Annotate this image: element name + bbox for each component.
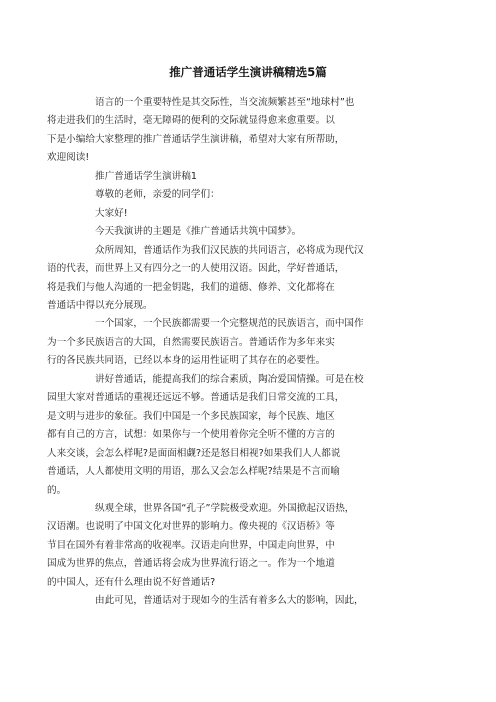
paragraph-line: 大家好! (95, 207, 128, 219)
paragraph-line: 尊敬的老师，亲爱的同学们： (95, 189, 220, 201)
document-body (47, 94, 427, 611)
paragraph-line: 纵观全球，世界各国“孔子”学院极受欢迎。外国掀起汉语热， (95, 502, 355, 514)
paragraph-line: 节目在国外有着非常高的收视率。汉语走向世界，中国走向世界，中 (47, 539, 335, 551)
paragraph-line: 推广普通话学生演讲稿1 (95, 170, 198, 182)
paragraph-line: 为一个多民族语言的大国，自然需要民族语言。普通话作为多年来实 (47, 336, 335, 348)
paragraph-line: 的中国人，还有什么理由说不好普通话? (47, 576, 216, 588)
paragraph (47, 242, 427, 316)
paragraph (71, 205, 427, 223)
paragraph-line: 人来交谈，会怎么样呢?是面面相觑?还是怒目相视?如果我们人人都说 (47, 447, 341, 459)
paragraph-line: 将走进我们的生活时，毫无障碍的便利的交际就显得愈来愈重要。以 (47, 115, 335, 127)
paragraph (71, 186, 427, 204)
paragraph-line: 都有自己的方言，试想：如果你与一个使用着你完全听不懂的方言的 (47, 429, 335, 441)
paragraph (47, 371, 427, 500)
paragraph-line: 下是小编给大家整理的推广普通话学生演讲稿，希望对大家有所帮助， (47, 133, 345, 145)
paragraph-line: 众所周知，普通话作为我们汉民族的共同语言，必将成为现代汉 (95, 244, 364, 256)
paragraph (47, 94, 427, 168)
paragraph-line: 行的各民族共同语，已经以本身的运用性证明了其存在的必要性。 (47, 355, 326, 367)
paragraph-line: 普通话，人人都使用文明的用语，那么又会怎么样呢?结果是不言而喻 (47, 466, 340, 478)
document-title: 推广普通话学生演讲稿精选5篇 (169, 65, 327, 79)
paragraph-line: 一个国家，一个民族都需要一个完整规范的民族语言，而中国作 (95, 318, 364, 330)
paragraph-line: 园里大家对普通话的重视还远远不够。普通话是我们日常交流的工具， (47, 392, 345, 404)
paragraph (47, 500, 427, 592)
paragraph-line: 讲好普通话，能提高我们的综合素质，陶冶爱国情操。可是在校 (95, 373, 364, 385)
paragraph-line: 今天我演讲的主题是《推广普通话共筑中国梦》。 (95, 226, 302, 238)
paragraph-line: 普通话中得以充分展现。 (47, 299, 153, 311)
paragraph-line: 的。 (47, 484, 67, 496)
paragraph-line: 语言的一个重要特性是其交际性，当交流频繁甚至“地球村”也 (95, 97, 355, 108)
paragraph-line: 国成为世界的焦点，普通话将会成为世界流行语之一。作为一个地道 (47, 558, 335, 570)
paragraph-line: 语的代表，而世界上又有四分之一的人使用汉语。因此，学好普通话， (47, 263, 345, 275)
paragraph-line: 将是我们与他人沟通的一把金钥匙，我们的道德、修养、文化都将在 (47, 281, 335, 293)
paragraph-line: 欢迎阅读! (47, 152, 90, 164)
paragraph-line: 是文明与进步的象征。我们中国是一个多民族国家，每个民族、地区 (47, 410, 335, 422)
paragraph (71, 592, 427, 610)
paragraph (71, 223, 427, 241)
paragraph-line: 汉语潮。也说明了中国文化对世界的影响力。像央视的《汉语桥》等 (47, 521, 335, 533)
paragraph-line: 由此可见，普通话对于现如今的生活有着多么大的影响，因此， (95, 595, 364, 607)
paragraph (71, 168, 427, 186)
paragraph (47, 315, 427, 370)
